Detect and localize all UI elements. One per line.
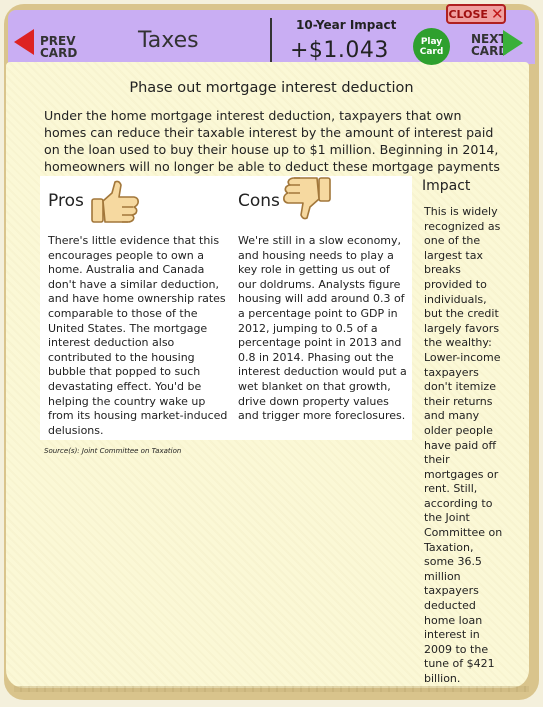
play-label: Play: [420, 36, 443, 47]
pros-heading: Pros: [48, 191, 84, 211]
header-divider: [270, 18, 272, 62]
right-arrow-icon[interactable]: [503, 30, 523, 56]
left-arrow-icon[interactable]: [14, 29, 34, 55]
close-x-icon: ✕: [490, 4, 504, 23]
pros-text: There's little evidence that this encourages people to own a home. Australia and Canada don't have a similar deduction, and have home ownership rates comparable to those of the United States. The mortgage interest deduction also contributed to the housing bubble that popped to such devastating effect. You'd be helping the country wake up from its housing market-induced delusions.: [48, 234, 228, 437]
thumbs-up-icon: [88, 179, 142, 225]
prev-card-button[interactable]: PREV CARD: [40, 34, 78, 60]
card-bottom-border: [14, 686, 529, 692]
thumbs-down-icon: [280, 175, 334, 225]
card-label: Card: [419, 46, 444, 57]
policy-intro: Under the home mortgage interest deduction, taxpayers that own homes can reduce their taxable interest by the amount of interest paid on the loan used to buy their house up to $1 million. Beginning in 2014, homeowners will no longer be able to deduct these mortgage payments: [44, 108, 500, 174]
impact-text: This is widely recognized as one of the largest tax breaks provided to individuals, but the credit largely favors the wealthy: Lower-income taxpayers don't itemize their returns and many older people have paid off their mortgages or rent. Still, according to the Joint Committee on Taxation, some 36.5 million taxpayers deducted home loan interest in 2009 to the tune of $421 billion.: [424, 205, 503, 685]
next-card-button[interactable]: NEXT CARD: [471, 32, 509, 58]
play-card-button[interactable]: [413, 28, 450, 65]
cons-text: We're still in a slow economy, and housing needs to play a key role in getting us out of our doldrums. Analysts figure housing will add around 0.3 of a percentage point to GDP in 2012, jumping to 0.5 of a percentage point in 2013 and 0.8 in 2014. Phasing out the interest deduction would put a wet blanket on that growth, drive down property values and trigger more foreclosures.: [238, 234, 407, 423]
impact-heading: Impact: [422, 178, 471, 194]
card-title: Taxes: [138, 28, 199, 53]
cons-heading: Cons: [238, 191, 280, 211]
close-button[interactable]: [446, 4, 506, 24]
impact-value: +$1.043: [290, 38, 389, 63]
impact-title: 10-Year Impact: [296, 18, 397, 32]
policy-subtitle: Phase out mortgage interest deduction: [129, 80, 414, 96]
close-label: CLOSE: [448, 7, 488, 21]
source-note: Source(s): Joint Committee on Taxation: [44, 447, 182, 455]
